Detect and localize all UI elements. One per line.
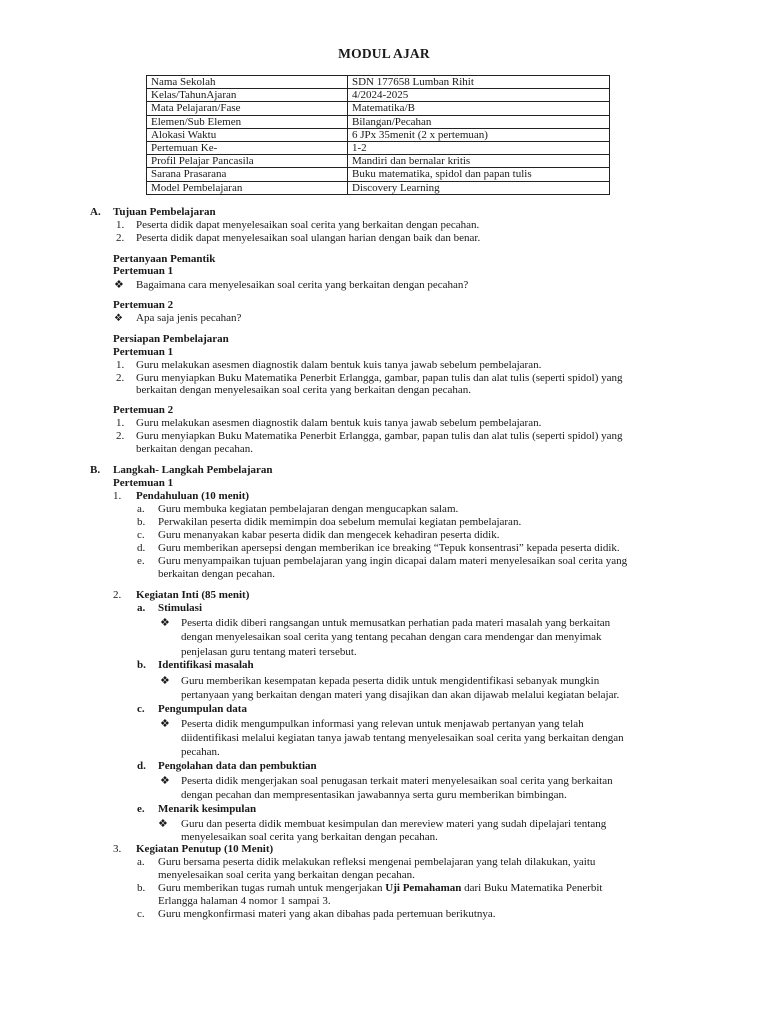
step-text: dengan pecahan dan mempresentasikan jawabannya serta guru memberikan bimbingan. — [181, 789, 567, 801]
step-heading: Identifikasi masalah — [158, 659, 254, 671]
field-label: Kelas/TahunAjaran — [147, 89, 348, 102]
question-text: Bagaimana cara menyelesaikan soal cerita yang berkaitan dengan pecahan? — [136, 279, 469, 291]
list-item: Guru membuka kegiatan pembelajaran dengan mengucapkan salam. — [158, 503, 459, 515]
diamond-bullet-icon: ❖ — [114, 279, 124, 291]
diamond-bullet-icon: ❖ — [160, 675, 170, 687]
step-text: dengan menyelesaikan soal cerita yang tentang pecahan dengan cara mendengar dan menyimak — [181, 631, 602, 643]
step-text: Peserta didik diberi rangsangan untuk memusatkan perhatian pada materi masalah yang berkaitan — [181, 617, 611, 629]
field-label: Elemen/Sub Elemen — [147, 115, 348, 128]
step-text: penjelasan guru tentang materi tersebut. — [181, 646, 357, 658]
list-item: Guru melakukan asesmen diagnostik dalam bentuk kuis tanya jawab sebelum pembelajaran. — [136, 359, 542, 371]
meeting-label: Pertemuan 1 — [113, 346, 174, 358]
list-letter: a. — [137, 503, 145, 515]
question-text: Apa saja jenis pecahan? — [136, 312, 242, 324]
step-text: Guru memberikan kesempatan kepada peserta didik untuk mengidentifikasi sebanyak mungkin — [181, 675, 600, 687]
step-heading: Pengumpulan data — [158, 703, 247, 715]
list-letter: c. — [137, 529, 145, 541]
step-text: pertanyaan yang berkaitan dengan materi yang disajikan dan akan dijawab melalui kegiatan belajar. — [181, 689, 620, 701]
step-text: menyelesaikan soal cerita yang berkaitan dengan pecahan. — [181, 831, 438, 843]
list-item: Guru bersama peserta didik melakukan refleksi mengenai pembelajaran yang telah dilakukan, yaitu — [158, 856, 596, 868]
field-value: Discovery Learning — [348, 181, 610, 194]
diamond-bullet-icon: ❖ — [160, 775, 170, 787]
table-row — [147, 141, 610, 154]
list-item: Guru mengkonfirmasi materi yang akan dibahas pada pertemuan berikutnya. — [158, 908, 496, 920]
field-label: Model Pembelajaran — [147, 181, 348, 194]
list-item: Peserta didik dapat menyelesaikan soal ulangan harian dengan baik dan benar. — [136, 232, 481, 244]
step-letter: d. — [137, 760, 146, 772]
list-item: Guru menyampaikan tujuan pembelajaran yang ingin dicapai dalam materi menyelesaikan soal cerita yang — [158, 555, 628, 567]
list-item-continued: berkaitan dengan pecahan. — [158, 568, 275, 580]
meeting-label: Pertemuan 1 — [113, 265, 174, 277]
step-heading: Pengolahan data dan pembuktian — [158, 760, 317, 772]
field-label: Alokasi Waktu — [147, 128, 348, 141]
list-number: 2. — [116, 372, 125, 384]
list-letter: b. — [137, 516, 146, 528]
list-number: 2. — [113, 589, 122, 601]
field-label: Sarana Prasarana — [147, 168, 348, 181]
field-value: Mandiri dan bernalar kritis — [348, 155, 610, 168]
info-table — [146, 75, 610, 195]
diamond-bullet-icon: ❖ — [158, 818, 168, 830]
list-letter: c. — [137, 908, 145, 920]
page-title: MODUL AJAR — [338, 46, 430, 61]
step-letter: b. — [137, 659, 146, 671]
list-number: 2. — [116, 430, 125, 442]
task-text: dari Buku Matematika Penerbit — [461, 882, 603, 894]
subheading: Persiapan Pembelajaran — [113, 333, 229, 345]
step-text: Peserta didik mengerjakan soal penugasan terkait materi menyelesaikan soal cerita yang berkaitan — [181, 775, 613, 787]
list-number: 2. — [116, 232, 125, 244]
list-number: 1. — [116, 417, 125, 429]
table-row — [147, 89, 610, 102]
meeting-label: Pertemuan 1 — [113, 477, 174, 489]
step-heading: Menarik kesimpulan — [158, 803, 257, 815]
list-number: 1. — [116, 219, 125, 231]
field-value: Matematika/B — [348, 102, 610, 115]
list-letter: a. — [137, 856, 145, 868]
list-item: Guru melakukan asesmen diagnostik dalam bentuk kuis tanya jawab sebelum pembelajaran. — [136, 417, 542, 429]
list-letter: b. — [137, 882, 146, 894]
list-item: Guru menyiapkan Buku Matematika Penerbit Erlangga, gambar, papan tulis dan alat tulis (seperti spidol) yang — [136, 372, 623, 384]
list-item — [158, 882, 603, 895]
list-number: 1. — [113, 490, 122, 502]
diamond-bullet-icon: ❖ — [114, 313, 123, 324]
field-value: 1-2 — [348, 141, 610, 154]
step-text: pecahan. — [181, 746, 220, 758]
task-book-title: Uji Pemahaman — [385, 882, 462, 894]
section-marker: A. — [90, 206, 101, 218]
table-row — [147, 181, 610, 194]
table-row — [147, 155, 610, 168]
table-row — [147, 102, 610, 115]
diamond-bullet-icon: ❖ — [160, 617, 170, 629]
list-item-continued: berkaitan dengan menyelesaikan soal cerita yang berkaitan dengan pecahan. — [136, 384, 472, 396]
list-letter: e. — [137, 555, 145, 567]
list-item-continued: berkaitan dengan pecahan. — [136, 443, 253, 455]
meeting-label: Pertemuan 2 — [113, 299, 174, 311]
list-item-continued: menyelesaikan soal cerita yang berkaitan dengan pecahan. — [158, 869, 415, 881]
list-number: 1. — [116, 359, 125, 371]
list-item: Guru menyiapkan Buku Matematika Penerbit Erlangga, gambar, papan tulis dan alat tulis (seperti spidol) yang — [136, 430, 623, 442]
list-number: 3. — [113, 843, 122, 855]
section-marker: B. — [90, 464, 101, 476]
task-text: Guru memberikan tugas rumah untuk mengerjakan — [158, 882, 386, 894]
section-heading: Tujuan Pembelajaran — [113, 206, 216, 218]
list-item: Guru memberikan apersepsi dengan memberikan ice breaking “Tepuk konsentrasi” kepada peserta didik. — [158, 542, 620, 554]
subheading: Pertanyaan Pemantik — [113, 253, 216, 265]
section-heading: Langkah- Langkah Pembelajaran — [113, 464, 273, 476]
step-text: Peserta didik mengumpulkan informasi yang relevan untuk menjawab pertanyan yang telah — [181, 718, 584, 730]
activity-heading: Kegiatan Inti (85 menit) — [136, 589, 250, 601]
list-item: Peserta didik dapat menyelesaikan soal cerita yang berkaitan dengan pecahan. — [136, 219, 480, 231]
list-item: Guru menanyakan kabar peserta didik dan mengecek kehadiran peserta didik. — [158, 529, 500, 541]
step-heading: Stimulasi — [158, 602, 203, 614]
list-item-continued: Erlangga halaman 4 nomor 1 sampai 3. — [158, 895, 331, 907]
step-letter: e. — [137, 803, 145, 815]
step-text: Guru dan peserta didik membuat kesimpulan dan mereview materi yang sudah dipelajari tentang — [181, 818, 607, 830]
table-row — [147, 168, 610, 181]
list-letter: d. — [137, 542, 146, 554]
step-letter: a. — [137, 602, 146, 614]
meeting-label: Pertemuan 2 — [113, 404, 174, 416]
activity-heading: Pendahuluan (10 menit) — [136, 490, 250, 502]
list-item: Perwakilan peserta didik memimpin doa sebelum memulai kegiatan pembelajaran. — [158, 516, 522, 528]
field-label: Pertemuan Ke- — [147, 141, 348, 154]
field-value: SDN 177658 Lumban Rihit — [348, 76, 610, 89]
table-row — [147, 115, 610, 128]
field-label: Profil Pelajar Pancasila — [147, 155, 348, 168]
field-value: 6 JPx 35menit (2 x pertemuan) — [348, 128, 610, 141]
field-value: Bilangan/Pecahan — [348, 115, 610, 128]
step-text: diidentifikasi melalui kegiatan tanya jawab tentang menyelesaikan soal cerita yang berkaitan dengan — [181, 732, 624, 744]
field-label: Mata Pelajaran/Fase — [147, 102, 348, 115]
activity-heading: Kegiatan Penutup (10 Menit) — [136, 843, 274, 855]
step-letter: c. — [137, 703, 145, 715]
diamond-bullet-icon: ❖ — [160, 718, 170, 730]
table-row — [147, 128, 610, 141]
field-value: Buku matematika, spidol dan papan tulis — [348, 168, 610, 181]
field-label: Nama Sekolah — [147, 76, 348, 89]
field-value: 4/2024-2025 — [348, 89, 610, 102]
table-row — [147, 76, 610, 89]
